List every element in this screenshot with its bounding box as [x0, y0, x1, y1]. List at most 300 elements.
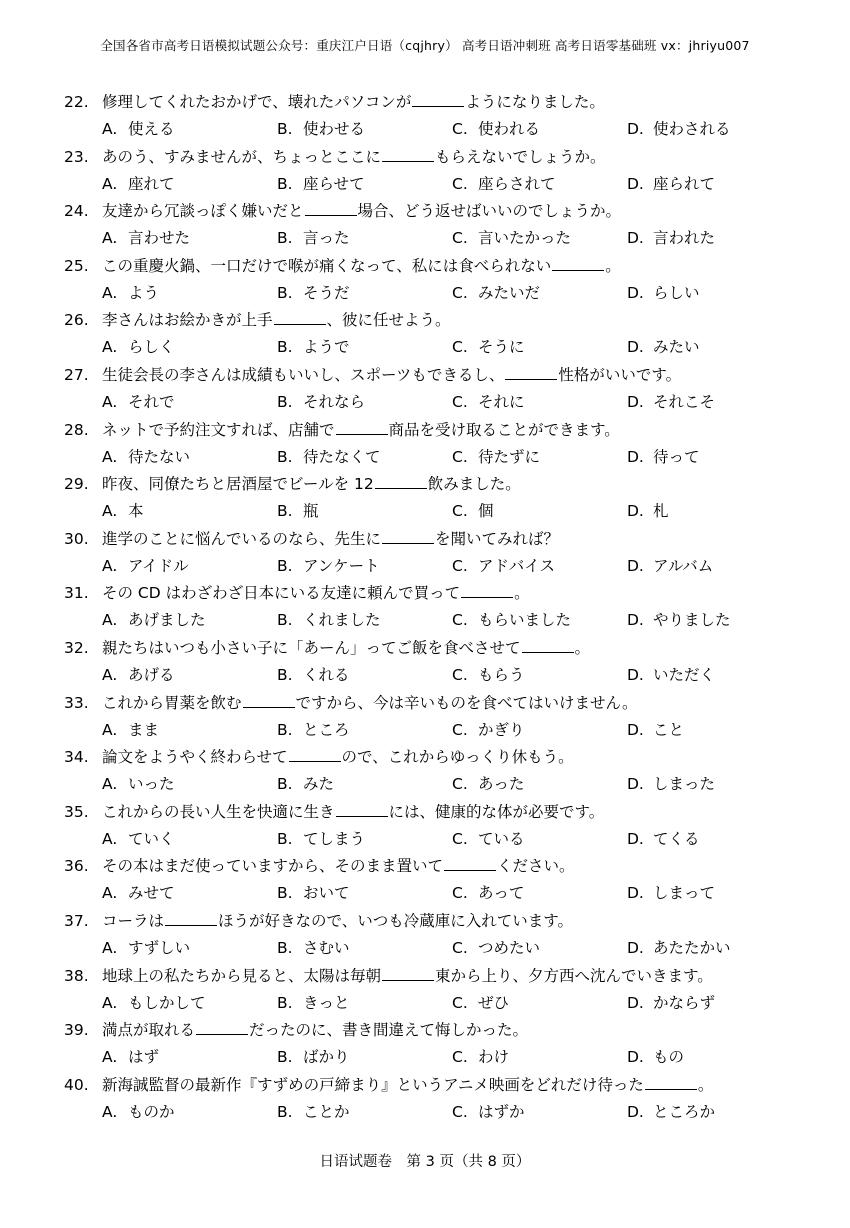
- option-letter: D.: [627, 829, 644, 848]
- option-letter: C.: [452, 665, 468, 684]
- question-item: [64, 854, 824, 909]
- question-text: [102, 964, 713, 986]
- option-letter: C.: [452, 502, 468, 521]
- question-text: [102, 1073, 713, 1095]
- question-number: 39.: [64, 1021, 89, 1040]
- question-text-before: 生徒会長の李さんは成績もいいし、スポーツもできるし、: [102, 365, 505, 384]
- option-letter: B.: [277, 556, 293, 575]
- question-text-after: 。: [605, 256, 621, 275]
- question-item: [64, 800, 824, 855]
- option-text: てしまう: [303, 829, 366, 848]
- option-row: [64, 554, 824, 581]
- option-text: くれました: [303, 611, 381, 630]
- question-stem: [64, 909, 824, 936]
- question-stem: [64, 636, 824, 663]
- question-number: 33.: [64, 693, 89, 712]
- answer-option: [102, 499, 277, 521]
- question-item: [64, 691, 824, 746]
- option-text: みた: [303, 775, 335, 794]
- option-letter: C.: [452, 174, 468, 193]
- question-stem: [64, 145, 824, 172]
- answer-option: [627, 226, 802, 248]
- question-text-before: これから胃薬を飲む: [102, 693, 242, 712]
- option-text: 待って: [653, 447, 700, 466]
- answer-option: [452, 554, 627, 576]
- option-text: 座られて: [653, 174, 716, 193]
- option-letter: B.: [277, 174, 293, 193]
- answer-option: [277, 936, 452, 958]
- option-row: [64, 772, 824, 799]
- question-text-before: この重慶火鍋、一口だけで喉が痛くなって、私には食べられない: [102, 256, 552, 275]
- option-letter: A.: [102, 720, 118, 739]
- option-text: ていく: [128, 829, 175, 848]
- option-letter: A.: [102, 993, 118, 1012]
- question-item: [64, 363, 824, 418]
- question-item: [64, 636, 824, 691]
- option-text: 言われた: [653, 229, 716, 248]
- option-text: それで: [128, 392, 175, 411]
- option-text: ものか: [128, 1102, 175, 1121]
- option-row: [64, 991, 824, 1018]
- question-text: [102, 636, 590, 658]
- option-text: あって: [478, 884, 525, 903]
- question-text: [102, 145, 606, 167]
- option-letter: A.: [102, 502, 118, 521]
- question-text-before: 進学のことに悩んでいるのなら、先生に: [102, 529, 382, 548]
- option-text: 札: [653, 502, 669, 521]
- option-text: おいて: [303, 884, 350, 903]
- question-text: [102, 308, 451, 330]
- answer-option: [452, 445, 627, 467]
- option-text: 待たずに: [478, 447, 541, 466]
- option-letter: A.: [102, 120, 118, 138]
- answer-option: [627, 1045, 802, 1067]
- option-row: [64, 172, 824, 199]
- answer-option: [277, 772, 452, 794]
- question-text-after: ですから、今は辛いものを食べてはいけません。: [295, 693, 638, 712]
- question-stem: [64, 199, 824, 226]
- question-text-after: もらえないでしょうか。: [435, 147, 606, 166]
- question-number: 25.: [64, 256, 89, 275]
- question-stem: [64, 254, 824, 281]
- question-text-before: 昨夜、同僚たちと居酒屋でビールを 12: [102, 475, 374, 494]
- option-letter: D.: [627, 665, 644, 684]
- question-stem: [64, 854, 824, 881]
- answer-blank: [165, 911, 217, 926]
- answer-option: [452, 663, 627, 685]
- option-letter: B.: [277, 229, 293, 248]
- question-item: [64, 964, 824, 1019]
- option-letter: D.: [627, 392, 644, 411]
- answer-option: [627, 936, 802, 958]
- answer-blank: [305, 201, 357, 216]
- option-row: [64, 608, 824, 635]
- option-letter: C.: [452, 120, 468, 138]
- answer-blank: [412, 92, 464, 107]
- question-text-after: 、彼に任せよう。: [326, 311, 451, 330]
- option-text: いただく: [653, 665, 716, 684]
- question-text-after: 性格がいいです。: [558, 365, 682, 384]
- answer-option: [452, 936, 627, 958]
- answer-option: [102, 390, 277, 412]
- option-letter: C.: [452, 338, 468, 357]
- question-stem: [64, 964, 824, 991]
- option-letter: B.: [277, 938, 293, 957]
- option-letter: B.: [277, 338, 293, 357]
- option-text: 言った: [303, 229, 350, 248]
- option-text: かぎり: [478, 720, 525, 739]
- option-letter: C.: [452, 392, 468, 411]
- option-text: 使わせる: [303, 120, 366, 138]
- option-text: あたたかい: [653, 938, 731, 957]
- answer-option: [102, 881, 277, 903]
- option-letter: B.: [277, 283, 293, 302]
- answer-option: [627, 772, 802, 794]
- question-item: [64, 145, 824, 200]
- question-text-after: を聞いてみれば？: [435, 529, 560, 548]
- answer-blank: [243, 693, 295, 708]
- question-text: [102, 472, 521, 494]
- answer-option: [277, 1100, 452, 1122]
- question-number: 32.: [64, 638, 89, 657]
- option-letter: B.: [277, 1048, 293, 1067]
- option-row: [64, 881, 824, 908]
- option-row: [64, 281, 824, 308]
- answer-blank: [382, 529, 434, 544]
- option-text: ばかり: [303, 1048, 350, 1067]
- question-number: 40.: [64, 1075, 89, 1094]
- option-letter: B.: [277, 993, 293, 1012]
- option-letter: A.: [102, 556, 118, 575]
- question-item: [64, 909, 824, 964]
- option-text: ぜひ: [478, 993, 510, 1012]
- answer-option: [627, 608, 802, 630]
- option-text: かならず: [653, 993, 716, 1012]
- question-stem: [64, 472, 824, 499]
- answer-option: [627, 663, 802, 685]
- answer-blank: [336, 802, 388, 817]
- question-text-before: これからの長い人生を快適に生き: [102, 802, 335, 821]
- question-stem: [64, 745, 824, 772]
- option-letter: D.: [627, 283, 644, 302]
- answer-option: [452, 827, 627, 849]
- option-text: そうだ: [303, 283, 350, 302]
- option-letter: B.: [277, 884, 293, 903]
- option-letter: A.: [102, 1048, 118, 1067]
- answer-option: [627, 1100, 802, 1122]
- option-text: らしく: [128, 338, 175, 357]
- question-number: 26.: [64, 311, 89, 330]
- question-text: [102, 199, 621, 221]
- question-text-after: ください。: [497, 857, 575, 876]
- option-letter: C.: [452, 611, 468, 630]
- option-letter: C.: [452, 1102, 468, 1121]
- answer-option: [102, 445, 277, 467]
- answer-option: [277, 390, 452, 412]
- question-text: [102, 527, 559, 549]
- question-text-after: には、健康的な体が必要です。: [388, 802, 605, 821]
- option-letter: B.: [277, 502, 293, 521]
- option-letter: B.: [277, 775, 293, 794]
- option-letter: A.: [102, 447, 118, 466]
- question-text-after: ほうが好きなので、いつも冷蔵庫に入れています。: [218, 911, 573, 930]
- page-footer: 日语试题卷 第 3 页（共 8 页）: [319, 1154, 531, 1170]
- question-number: 27.: [64, 365, 89, 384]
- option-text: 使われる: [478, 120, 541, 138]
- option-row: [64, 226, 824, 253]
- option-letter: D.: [627, 993, 644, 1012]
- question-number: 24.: [64, 202, 89, 221]
- option-letter: A.: [102, 611, 118, 630]
- answer-option: [102, 172, 277, 194]
- question-number: 38.: [64, 966, 89, 985]
- option-letter: D.: [627, 720, 644, 739]
- question-text-after: 。: [514, 584, 530, 603]
- option-row: [64, 335, 824, 362]
- option-letter: C.: [452, 775, 468, 794]
- option-letter: D.: [627, 120, 644, 138]
- question-text-before: 新海誠監督の最新作『すずめの戸締まり』というアニメ映画をどれだけ待った: [102, 1075, 644, 1094]
- question-number: 22.: [64, 93, 89, 111]
- answer-option: [277, 881, 452, 903]
- option-text: 座らせて: [303, 174, 365, 193]
- answer-option: [277, 445, 452, 467]
- answer-blank: [289, 747, 341, 762]
- option-letter: C.: [452, 556, 468, 575]
- option-text: よう: [128, 283, 160, 302]
- answer-option: [102, 608, 277, 630]
- answer-blank: [375, 474, 427, 489]
- option-text: まま: [128, 720, 160, 739]
- question-item: [64, 581, 824, 636]
- option-text: 言わせた: [128, 229, 191, 248]
- answer-option: [277, 827, 452, 849]
- option-text: あった: [478, 775, 525, 794]
- answer-blank: [274, 310, 326, 325]
- option-text: それこそ: [653, 392, 716, 411]
- answer-option: [102, 117, 277, 139]
- option-letter: C.: [452, 447, 468, 466]
- question-text-before: 満点が取れる: [102, 1021, 196, 1040]
- option-letter: A.: [102, 884, 118, 903]
- answer-option: [277, 335, 452, 357]
- answer-option: [627, 281, 802, 303]
- question-item: [64, 472, 824, 527]
- option-row: [64, 445, 824, 472]
- question-text-before: 論文をようやく終わらせて: [102, 748, 288, 767]
- question-text-after: ようになりました。: [465, 93, 605, 111]
- answer-option: [452, 117, 627, 139]
- answer-blank: [522, 638, 574, 653]
- question-text-after: 飲みました。: [427, 475, 521, 494]
- option-text: あげました: [128, 611, 206, 630]
- option-letter: A.: [102, 829, 118, 848]
- option-text: みたいだ: [478, 283, 541, 302]
- question-text-before: 親たちはいつも小さい子に「あーん」ってご飯を食べさせて: [102, 638, 521, 657]
- option-text: ところか: [653, 1102, 716, 1121]
- option-text: ようで: [303, 338, 350, 357]
- option-text: ている: [478, 829, 525, 848]
- answer-option: [102, 991, 277, 1013]
- answer-option: [452, 390, 627, 412]
- answer-option: [102, 936, 277, 958]
- option-letter: A.: [102, 938, 118, 957]
- option-row: [64, 936, 824, 963]
- question-text: [102, 90, 605, 112]
- question-text: [102, 691, 637, 713]
- option-text: やりました: [653, 611, 731, 630]
- question-number: 29.: [64, 475, 89, 494]
- option-text: さむい: [303, 938, 350, 957]
- answer-option: [452, 772, 627, 794]
- option-letter: C.: [452, 884, 468, 903]
- option-text: 使わされる: [653, 120, 731, 138]
- question-stem: [64, 418, 824, 445]
- option-letter: C.: [452, 938, 468, 957]
- option-text: てくる: [653, 829, 700, 848]
- option-letter: C.: [452, 829, 468, 848]
- option-text: らしい: [653, 283, 700, 302]
- option-row: [64, 1100, 824, 1127]
- option-letter: B.: [277, 120, 293, 138]
- question-stem: [64, 800, 824, 827]
- question-text-before: 友達から冗談っぽく嫌いだと: [102, 202, 304, 221]
- answer-option: [452, 1100, 627, 1122]
- question-item: [64, 90, 824, 145]
- question-text-after: 商品を受け取ることができます。: [388, 420, 620, 439]
- option-text: こと: [653, 720, 685, 739]
- option-letter: A.: [102, 229, 118, 248]
- option-text: もしかして: [128, 993, 206, 1012]
- option-letter: A.: [102, 338, 118, 357]
- answer-blank: [382, 966, 434, 981]
- answer-option: [277, 991, 452, 1013]
- option-text: 本: [128, 502, 144, 521]
- answer-option: [277, 499, 452, 521]
- option-letter: D.: [627, 611, 644, 630]
- question-text-before: その本はまだ使っていますから、そのまま置いて: [102, 857, 444, 876]
- question-number: 34.: [64, 748, 89, 767]
- option-text: 待たなくて: [303, 447, 381, 466]
- option-text: きっと: [303, 993, 350, 1012]
- question-stem: [64, 581, 824, 608]
- answer-option: [452, 172, 627, 194]
- question-number: 23.: [64, 147, 89, 166]
- option-text: もらう: [478, 665, 525, 684]
- answer-blank: [645, 1075, 697, 1090]
- option-text: そうに: [478, 338, 525, 357]
- answer-option: [277, 1045, 452, 1067]
- option-text: アルバム: [653, 556, 714, 575]
- answer-option: [102, 281, 277, 303]
- question-item: [64, 1018, 824, 1073]
- option-letter: A.: [102, 174, 118, 193]
- option-letter: C.: [452, 283, 468, 302]
- question-text-before: 修理してくれたおかげで、壊れたパソコンが: [102, 93, 412, 111]
- answer-option: [277, 226, 452, 248]
- question-stem: [64, 363, 824, 390]
- question-number: 37.: [64, 911, 89, 930]
- answer-option: [627, 991, 802, 1013]
- answer-option: [452, 335, 627, 357]
- question-stem: [64, 308, 824, 335]
- option-letter: D.: [627, 338, 644, 357]
- option-letter: D.: [627, 174, 644, 193]
- answer-option: [102, 1045, 277, 1067]
- answer-option: [277, 172, 452, 194]
- answer-option: [452, 281, 627, 303]
- answer-blank: [336, 420, 388, 435]
- option-letter: D.: [627, 1102, 644, 1121]
- option-text: 座れて: [128, 174, 175, 193]
- answer-option: [627, 390, 802, 412]
- option-letter: D.: [627, 447, 644, 466]
- answer-option: [277, 608, 452, 630]
- option-text: 個: [478, 502, 494, 521]
- answer-blank: [505, 365, 557, 380]
- question-text: [102, 418, 620, 440]
- option-text: しまって: [653, 884, 716, 903]
- option-text: 言いたかった: [478, 229, 572, 248]
- option-text: 座らされて: [478, 174, 556, 193]
- question-text-before: ネットで予約注文すれば、店舗で: [102, 420, 335, 439]
- option-text: ことか: [303, 1102, 350, 1121]
- option-text: ところ: [303, 720, 350, 739]
- question-text-before: コーラは: [102, 911, 165, 930]
- answer-option: [627, 335, 802, 357]
- answer-option: [627, 554, 802, 576]
- option-letter: B.: [277, 829, 293, 848]
- answer-blank: [444, 856, 496, 871]
- option-text: いった: [128, 775, 175, 794]
- question-text-before: その CD はわざわざ日本にいる友達に頼んで買って: [102, 584, 461, 603]
- question-text: [102, 363, 681, 385]
- option-text: それに: [478, 392, 525, 411]
- option-text: 待たない: [128, 447, 191, 466]
- option-letter: D.: [627, 775, 644, 794]
- option-letter: C.: [452, 229, 468, 248]
- option-letter: B.: [277, 392, 293, 411]
- question-item: [64, 308, 824, 363]
- option-letter: D.: [627, 1048, 644, 1067]
- option-letter: B.: [277, 1102, 293, 1121]
- question-text: [102, 909, 573, 931]
- question-stem: [64, 691, 824, 718]
- option-text: アドバイス: [478, 556, 556, 575]
- option-text: アンケート: [303, 556, 380, 575]
- option-letter: A.: [102, 665, 118, 684]
- question-text-after: 。: [697, 1075, 714, 1094]
- question-text-before: 李さんはお絵かきが上手: [102, 311, 273, 330]
- option-text: もの: [653, 1048, 685, 1067]
- option-text: しまった: [653, 775, 716, 794]
- question-stem: [64, 527, 824, 554]
- question-number: 35.: [64, 802, 89, 821]
- answer-option: [102, 827, 277, 849]
- answer-option: [277, 663, 452, 685]
- question-text-after: 場合、どう返せばいいのでしょうか。: [357, 202, 622, 221]
- question-text-after: 。: [574, 638, 591, 657]
- option-letter: C.: [452, 1048, 468, 1067]
- answer-option: [627, 718, 802, 740]
- answer-option: [102, 226, 277, 248]
- question-stem: [64, 90, 824, 117]
- option-row: [64, 663, 824, 690]
- option-letter: D.: [627, 556, 644, 575]
- option-letter: D.: [627, 884, 644, 903]
- question-number: 30.: [64, 529, 89, 548]
- option-text: もらいました: [478, 611, 572, 630]
